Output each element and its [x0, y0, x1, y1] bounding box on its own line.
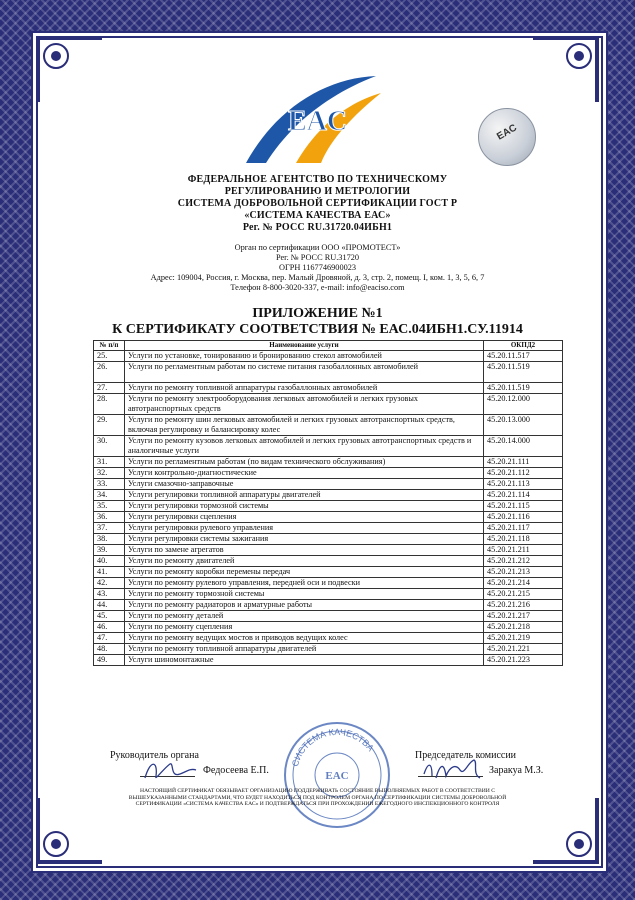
organ-line-2: Рег. № РОСС RU.31720	[275, 253, 360, 262]
row-okpd2-code: 45.20.11.517	[484, 351, 563, 362]
table-row	[94, 600, 563, 611]
row-service-name: Услуги по ремонту ведущих мостов и приводов ведущих колес	[125, 633, 484, 644]
row-okpd2-code: 45.20.21.214	[484, 578, 563, 589]
logo-text: EAC	[288, 106, 348, 137]
row-number: 32.	[94, 468, 125, 479]
table-row	[94, 436, 563, 457]
header-line-4: «СИСТЕМА КАЧЕСТВА ЕАС»	[244, 210, 391, 221]
row-okpd2-code: 45.20.21.216	[484, 600, 563, 611]
row-number: 46.	[94, 622, 125, 633]
row-okpd2-code: 45.20.14.000	[484, 436, 563, 457]
row-okpd2-code: 45.20.21.221	[484, 644, 563, 655]
row-okpd2-code: 45.20.21.211	[484, 545, 563, 556]
row-okpd2-code: 45.20.21.117	[484, 523, 563, 534]
row-number: 40.	[94, 556, 125, 567]
row-service-name: Услуги по ремонту сцепления	[125, 622, 484, 633]
row-service-name: Услуги по ремонту топливной аппаратуры газобаллонных автомобилей	[125, 383, 484, 394]
organ-address: Адрес: 109004, Россия, г. Москва, пер. Малый Дровяной, д. 3, стр. 2, помещ. I, ком. 1, 3, 5, 6, 7	[150, 273, 485, 282]
hologram-sticker	[478, 108, 536, 166]
row-service-name: Услуги по ремонту радиаторов и арматурные работы	[125, 600, 484, 611]
row-service-name: Услуги по ремонту топливной аппаратуры двигателей	[125, 644, 484, 655]
row-service-name: Услуги регулировки сцепления	[125, 512, 484, 523]
row-okpd2-code: 45.20.21.215	[484, 589, 563, 600]
header-line-1: ФЕДЕРАЛЬНОЕ АГЕНТСТВО ПО ТЕХНИЧЕСКОМУ	[187, 174, 448, 185]
table-row	[94, 644, 563, 655]
left-signature-title: Руководитель органа	[110, 750, 199, 761]
corner-ornament-top-right	[531, 34, 601, 104]
row-service-name: Услуги по регламентным работам по системе питания газобаллонных автомобилей	[125, 362, 484, 383]
row-okpd2-code: 45.20.21.114	[484, 490, 563, 501]
table-row	[94, 394, 563, 415]
row-okpd2-code: 45.20.21.223	[484, 655, 563, 666]
row-service-name: Услуги регулировки системы зажигания	[125, 534, 484, 545]
organ-info	[60, 243, 575, 293]
services-table	[93, 340, 563, 666]
hologram-text: EAC	[495, 122, 519, 143]
row-okpd2-code: 45.20.11.519	[484, 383, 563, 394]
header-line-5: Рег. № РОСС RU.31720.04ИБН1	[242, 222, 393, 233]
row-number: 47.	[94, 633, 125, 644]
corner-ornament-bottom-right	[531, 796, 601, 866]
row-okpd2-code: 45.20.21.212	[484, 556, 563, 567]
row-number: 33.	[94, 479, 125, 490]
row-service-name: Услуги смазочно-заправочные	[125, 479, 484, 490]
row-service-name: Услуги по ремонту коробки перемены передач	[125, 567, 484, 578]
stamp-center-text: EAC	[325, 770, 349, 782]
table-row	[94, 457, 563, 468]
row-number: 26.	[94, 362, 125, 383]
row-service-name: Услуги по ремонту двигателей	[125, 556, 484, 567]
row-number: 36.	[94, 512, 125, 523]
table-row	[94, 501, 563, 512]
organ-contacts: Телефон 8-800-3020-337, e-mail: info@eaciso.com	[230, 283, 405, 292]
row-okpd2-code: 45.20.21.115	[484, 501, 563, 512]
row-okpd2-code: 45.20.21.112	[484, 468, 563, 479]
official-stamp	[282, 720, 392, 830]
row-service-name: Услуги регулировки тормозной системы	[125, 501, 484, 512]
title-line-1: ПРИЛОЖЕНИЕ №1	[252, 306, 383, 321]
left-signature-name: Федосеева Е.П.	[203, 765, 269, 776]
header-name: Наименование услуги	[125, 341, 484, 351]
table-row	[94, 351, 563, 362]
row-number: 30.	[94, 436, 125, 457]
row-service-name: Услуги по ремонту шин легковых автомобилей и легких грузовых автотранспортных средств, включая регулировку и балансировку колес	[125, 415, 484, 436]
header-line-3: СИСТЕМА ДОБРОВОЛЬНОЙ СЕРТИФИКАЦИИ ГОСТ Р	[177, 198, 458, 209]
header-code: ОКПД2	[484, 341, 563, 351]
certificate-footnote: НАСТОЯЩИЙ СЕРТИФИКАТ ОБЯЗЫВАЕТ ОРГАНИЗАЦИЮ ПОДДЕРЖИВАТЬ СОСТОЯНИЕ ВЫПОЛНЯЕМЫХ РАБОТ В СООТВЕТСТВИИ С ВЫШЕУКАЗАННЫМИ СТАНДАРТАМИ, ЧТО БУДЕТ НАХОДИТЬСЯ ПОД КОНТРОЛЕМ ОРГАНА ПО СЕРТИФИКАЦИИ СИСТЕМЫ ДОБРОВОЛЬНОЙ СЕРТИФИКАЦИИ «СИСТЕМА КАЧЕСТВА ЕАС» И ПОДТВЕРЖДАТЬСЯ ПРИ ПРОХОЖДЕНИИ ЕЖЕГОДНОГО ИНСПЕКЦИОННОГО КОНТРОЛЯ	[128, 788, 507, 808]
row-okpd2-code: 45.20.21.111	[484, 457, 563, 468]
row-service-name: Услуги регулировки рулевого управления	[125, 523, 484, 534]
table-row	[94, 415, 563, 436]
row-service-name: Услуги по замене агрегатов	[125, 545, 484, 556]
row-number: 28.	[94, 394, 125, 415]
appendix-title	[60, 306, 575, 338]
row-number: 37.	[94, 523, 125, 534]
row-service-name: Услуги по ремонту деталей	[125, 611, 484, 622]
left-signature-scribble	[140, 758, 200, 784]
table-row	[94, 567, 563, 578]
row-number: 48.	[94, 644, 125, 655]
row-service-name: Услуги контрольно-диагностические	[125, 468, 484, 479]
right-signature-scribble	[420, 756, 484, 784]
table-row	[94, 578, 563, 589]
table-row	[94, 479, 563, 490]
row-number: 44.	[94, 600, 125, 611]
row-okpd2-code: 45.20.11.519	[484, 362, 563, 383]
row-okpd2-code: 45.20.21.219	[484, 633, 563, 644]
row-number: 31.	[94, 457, 125, 468]
table-header-row	[94, 341, 563, 351]
organ-line-1: Орган по сертификации ООО «ПРОМОТЕСТ»	[234, 243, 401, 252]
row-okpd2-code: 45.20.21.118	[484, 534, 563, 545]
table-row	[94, 589, 563, 600]
title-line-2: К СЕРТИФИКАТУ СООТВЕТСТВИЯ № ЕАС.04ИБН1.СУ.11914	[112, 322, 523, 337]
row-okpd2-code: 45.20.21.217	[484, 611, 563, 622]
row-okpd2-code: 45.20.21.113	[484, 479, 563, 490]
table-row	[94, 633, 563, 644]
corner-ornament-bottom-left	[34, 796, 104, 866]
row-number: 45.	[94, 611, 125, 622]
stamp-text: СИСТЕМА КАЧЕСТВА	[289, 726, 376, 768]
row-number: 34.	[94, 490, 125, 501]
row-service-name: Услуги по ремонту электрооборудования легковых автомобилей и легких грузовых автотранспортных средств	[125, 394, 484, 415]
table-row	[94, 512, 563, 523]
row-service-name: Услуги регулировки топливной аппаратуры двигателей	[125, 490, 484, 501]
row-number: 39.	[94, 545, 125, 556]
row-number: 43.	[94, 589, 125, 600]
row-okpd2-code: 45.20.21.116	[484, 512, 563, 523]
table-row	[94, 468, 563, 479]
row-okpd2-code: 45.20.21.213	[484, 567, 563, 578]
row-number: 38.	[94, 534, 125, 545]
header-line-2: РЕГУЛИРОВАНИЮ И МЕТРОЛОГИИ	[224, 186, 411, 197]
row-okpd2-code: 45.20.13.000	[484, 415, 563, 436]
row-number: 41.	[94, 567, 125, 578]
table-row	[94, 556, 563, 567]
row-service-name: Услуги по установке, тонированию и бронированию стекол автомобилей	[125, 351, 484, 362]
table-row	[94, 362, 563, 383]
row-service-name: Услуги по ремонту кузовов легковых автомобилей и легких грузовых автотранспортных средств и аналогичные услуги	[125, 436, 484, 457]
table-row	[94, 611, 563, 622]
row-service-name: Услуги по ремонту рулевого управления, передней оси и подвески	[125, 578, 484, 589]
row-service-name: Услуги шиномонтажные	[125, 655, 484, 666]
eac-logo	[236, 68, 386, 168]
table-row	[94, 523, 563, 534]
table-row	[94, 383, 563, 394]
row-okpd2-code: 45.20.12.000	[484, 394, 563, 415]
right-signature-title: Председатель комиссии	[415, 750, 517, 761]
table-row	[94, 490, 563, 501]
organ-line-3: ОГРН 1167746900023	[278, 263, 357, 272]
row-number: 35.	[94, 501, 125, 512]
corner-ornament-top-left	[34, 34, 104, 104]
header-num: № п/п	[94, 341, 125, 351]
row-number: 29.	[94, 415, 125, 436]
table-row	[94, 534, 563, 545]
row-number: 25.	[94, 351, 125, 362]
right-signature-name: Заракуа М.З.	[489, 765, 544, 776]
row-number: 49.	[94, 655, 125, 666]
row-service-name: Услуги по регламентным работам (по видам технического обслуживания)	[125, 457, 484, 468]
table-row	[94, 655, 563, 666]
table-row	[94, 545, 563, 556]
row-service-name: Услуги по ремонту тормозной системы	[125, 589, 484, 600]
row-number: 42.	[94, 578, 125, 589]
row-okpd2-code: 45.20.21.218	[484, 622, 563, 633]
table-row	[94, 622, 563, 633]
agency-header	[60, 174, 575, 234]
row-number: 27.	[94, 383, 125, 394]
